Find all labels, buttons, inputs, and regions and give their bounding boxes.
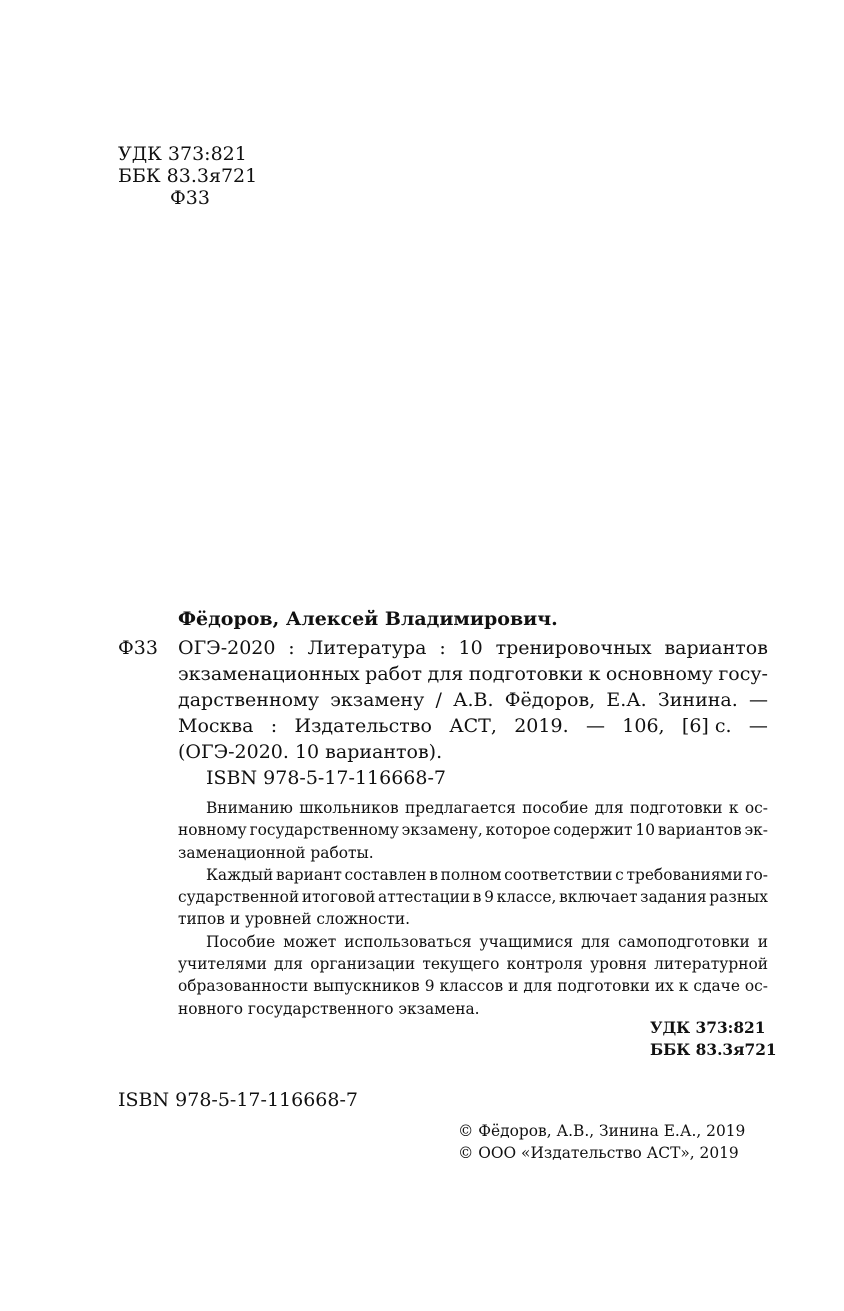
annotation-line: образованности выпускников 9 классов и для подготовки их к сдаче ос-	[178, 977, 768, 996]
catalog-isbn: ISBN 978-5-17-116668-7	[206, 767, 446, 789]
annotation-line: сударственной итоговой аттестации в 9 классе, включает задания разных	[178, 888, 768, 907]
bottom-classification	[650, 1017, 777, 1061]
copyright-line: © ООО «Издательство АСТ», 2019	[458, 1144, 739, 1162]
annotation-line: Вниманию школьников предлагается пособие для подготовки к ос-	[206, 799, 768, 817]
annotation-line: новного государственного экзамена.	[178, 999, 480, 1018]
catalog-description	[178, 635, 768, 791]
annotation	[178, 797, 768, 1020]
isbn-bottom: ISBN 978-5-17-116668-7	[118, 1089, 358, 1111]
catalog-line: ОГЭ-2020 : Литература : 10 тренировочных вариантов	[178, 637, 768, 659]
annotation-line: учителями для организации текущего контроля уровня литературной	[178, 955, 768, 974]
catalog-author: Фёдоров, Алексей Владимирович.	[178, 608, 558, 630]
annotation-line: Каждый вариант составлен в полном соответствии с требованиями го-	[206, 865, 768, 884]
catalog-line: экзаменационных работ для подготовки к основному госу-	[178, 663, 768, 685]
catalog-line: Москва : Издательство АСТ, 2019. — 106, [6] с. —	[178, 715, 768, 737]
author-mark: Ф33	[170, 187, 210, 209]
bottom-bbk: ББК 83.3я721	[650, 1041, 777, 1059]
annotation-line: заменационной работы.	[178, 843, 374, 862]
bottom-udk: УДК 373:821	[650, 1019, 766, 1037]
udk-code: УДК 373:821	[118, 143, 247, 165]
classification-block	[118, 143, 257, 209]
annotation-line: Пособие может использоваться учащимися для самоподготовки и	[206, 932, 768, 951]
bbk-code: ББК 83.3я721	[118, 165, 258, 187]
copyright-block	[458, 1120, 745, 1164]
catalog-series: (ОГЭ-2020. 10 вариантов).	[178, 741, 443, 763]
annotation-line: новному государственному экзамену, которое содержит 10 вариантов эк-	[178, 821, 768, 840]
catalog-author-mark: Ф33	[118, 637, 158, 659]
catalog-line: дарственному экзамену / А.В. Фёдоров, Е.А. Зинина. —	[178, 689, 768, 711]
annotation-line: типов и уровней сложности.	[178, 910, 410, 929]
copyright-line: © Фёдоров, А.В., Зинина Е.А., 2019	[458, 1122, 746, 1140]
